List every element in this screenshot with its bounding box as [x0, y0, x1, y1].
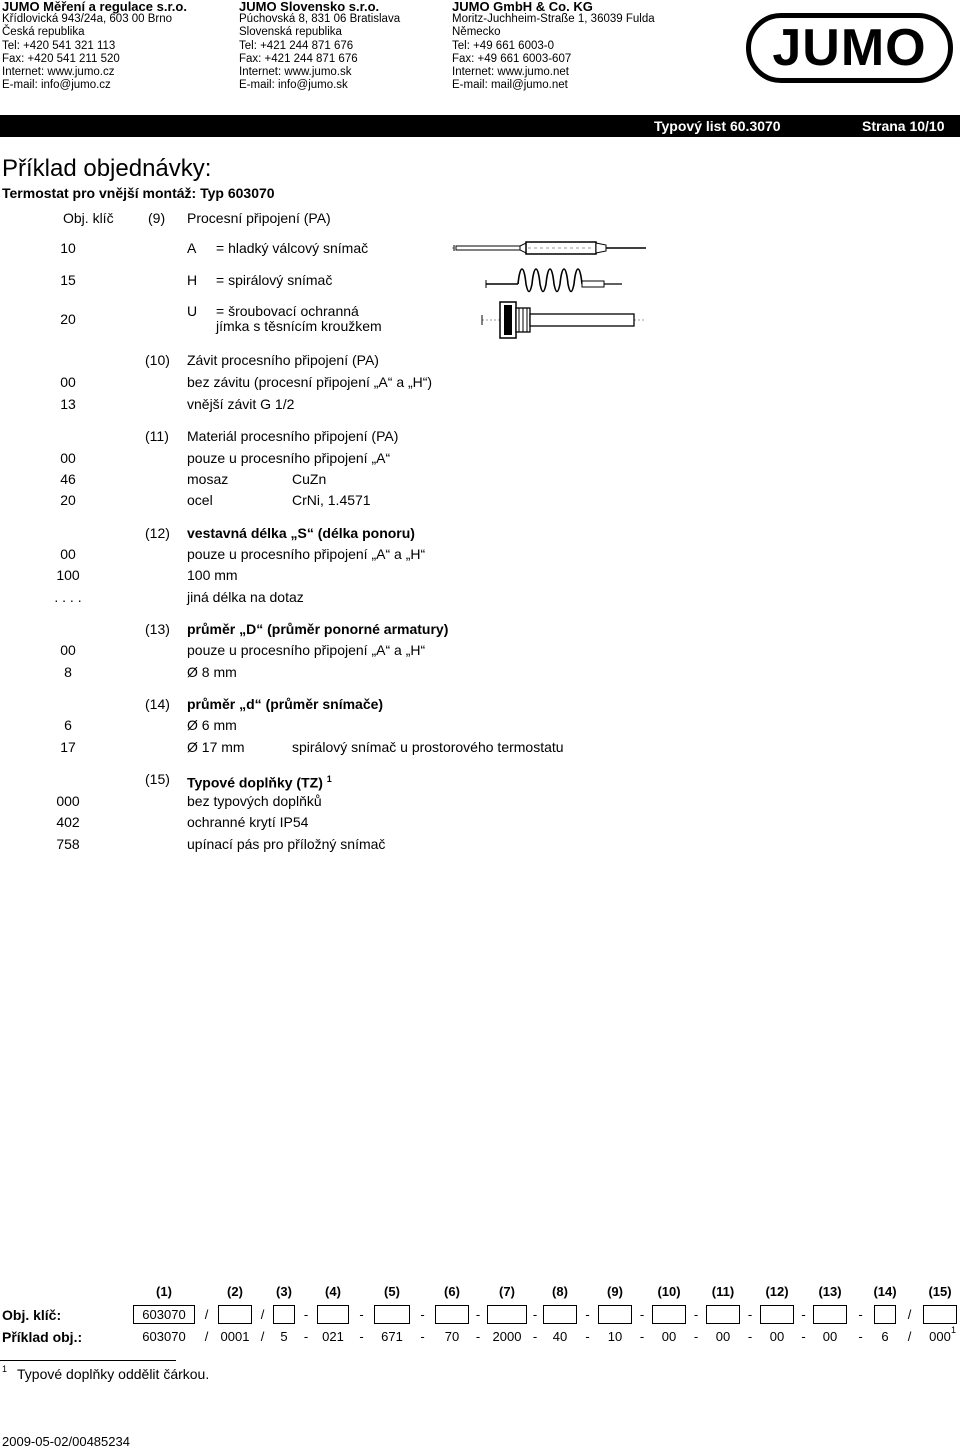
- address-line: Fax: +421 244 871 676: [239, 52, 358, 65]
- option-text: bez typových doplňků: [187, 793, 322, 809]
- footnote-ref: 1: [326, 774, 332, 784]
- order-separator: -: [747, 1329, 753, 1344]
- order-code: 00: [60, 642, 76, 658]
- address-line: Tel: +421 244 871 676: [239, 39, 354, 52]
- address-bratislava: [239, 0, 400, 92]
- order-code: 46: [60, 471, 76, 487]
- section-number: (15): [145, 771, 170, 787]
- order-example-value: 40: [552, 1329, 568, 1344]
- order-separator: /: [907, 1307, 912, 1322]
- order-separator: -: [359, 1307, 364, 1322]
- header-bar: [0, 115, 960, 137]
- order-key-label: Obj. klíč:: [2, 1307, 62, 1323]
- company-name: JUMO GmbH & Co. KG: [452, 0, 593, 14]
- section-title: Procesní připojení (PA): [187, 210, 331, 226]
- order-separator: -: [303, 1329, 309, 1344]
- order-code-box[interactable]: [435, 1305, 469, 1324]
- order-code: 00: [60, 374, 76, 390]
- column-header: Obj. klíč: [63, 210, 114, 226]
- order-code-box[interactable]: [317, 1305, 349, 1324]
- order-separator: /: [260, 1307, 265, 1322]
- address-line[interactable]: E-mail: info@jumo.cz: [2, 79, 111, 92]
- order-code: . . . .: [54, 589, 82, 605]
- address-line: Fax: +49 661 6003-607: [452, 52, 572, 65]
- order-code-box[interactable]: [543, 1305, 577, 1324]
- footnote-number: 1: [2, 1364, 8, 1374]
- order-code: 20: [60, 492, 76, 508]
- address-line: Německo: [452, 26, 501, 39]
- screw-in-thermowell-drawing: [480, 300, 650, 340]
- order-code-box[interactable]: [706, 1305, 740, 1324]
- order-separator: /: [204, 1307, 209, 1322]
- address-fulda: [452, 0, 655, 92]
- order-code: 20: [60, 311, 76, 327]
- option-text: Ø 17 mm: [187, 739, 245, 755]
- option-text: jiná délka na dotaz: [187, 589, 304, 605]
- order-separator: -: [693, 1329, 699, 1344]
- order-position-header: (2): [227, 1284, 243, 1299]
- order-separator: -: [639, 1307, 645, 1322]
- section-title: Materiál procesního připojení (PA): [187, 428, 399, 444]
- section-title: průměr „D“ (průměr ponorné armatury): [187, 621, 449, 637]
- smooth-cylindrical-sensor-drawing: [450, 236, 650, 260]
- order-separator: -: [420, 1329, 425, 1344]
- order-position-header: (6): [444, 1284, 460, 1299]
- order-example-value: 6: [881, 1329, 889, 1344]
- order-separator: -: [858, 1329, 863, 1344]
- option-text: = hladký válcový snímač: [216, 240, 369, 256]
- option-text-continued: jímka s těsnícím kroužkem: [216, 318, 382, 334]
- order-separator: /: [204, 1329, 209, 1344]
- jumo-logo: [746, 13, 953, 83]
- order-code: 6: [64, 717, 72, 733]
- order-code: 8: [64, 664, 72, 680]
- order-position-header: (15): [928, 1284, 952, 1299]
- order-position-header: (13): [818, 1284, 842, 1299]
- option-extra: CrNi, 1.4571: [292, 492, 371, 508]
- order-code-box[interactable]: [598, 1305, 632, 1324]
- section-title: vestavná délka „S“ (délka ponoru): [187, 525, 415, 541]
- order-separator: -: [693, 1307, 699, 1322]
- section-number: (9): [148, 210, 166, 226]
- order-code: 17: [60, 739, 76, 755]
- order-separator: -: [801, 1329, 806, 1344]
- order-separator: -: [359, 1329, 364, 1344]
- order-separator: -: [420, 1307, 425, 1322]
- section-number: (10): [145, 352, 170, 368]
- option-key: H: [187, 272, 198, 288]
- order-position-header: (1): [156, 1284, 172, 1299]
- page-number: Strana 10/10: [862, 118, 945, 134]
- logo-text: JUMO: [772, 19, 927, 77]
- order-position-header: (12): [765, 1284, 789, 1299]
- footnote-text: Typové doplňky oddělit čárkou.: [17, 1366, 210, 1382]
- order-code-box[interactable]: [874, 1305, 896, 1324]
- option-text: pouze u procesního připojení „A“: [187, 450, 391, 466]
- option-text: pouze u procesního připojení „A“ a „H“: [187, 546, 426, 562]
- order-code-box[interactable]: [273, 1305, 295, 1324]
- order-code-box[interactable]: [652, 1305, 686, 1324]
- section-title: [187, 771, 332, 791]
- order-separator: -: [585, 1307, 590, 1322]
- order-code-box[interactable]: [923, 1305, 957, 1324]
- order-code-box[interactable]: [487, 1305, 527, 1324]
- option-text: 100 mm: [187, 567, 238, 583]
- address-line[interactable]: Internet: www.jumo.net: [452, 66, 569, 79]
- order-separator: -: [532, 1329, 538, 1344]
- address-line: Púchovská 8, 831 06 Bratislava: [239, 13, 401, 26]
- option-text: = spirálový snímač: [216, 272, 333, 288]
- order-separator: -: [475, 1307, 481, 1322]
- option-key: U: [187, 303, 198, 319]
- document-id: 2009-05-02/00485234: [2, 1434, 130, 1449]
- order-separator: -: [532, 1307, 538, 1322]
- order-example-value: 603070: [142, 1329, 186, 1344]
- address-line: Moritz-Juchheim-Straße 1, 36039 Fulda: [452, 13, 655, 26]
- order-separator: /: [907, 1329, 912, 1344]
- order-position-header: (11): [711, 1284, 735, 1299]
- order-code: 000: [56, 793, 80, 809]
- option-extra: CuZn: [292, 471, 327, 487]
- order-example-value: 0001: [220, 1329, 250, 1344]
- order-example-value: 00: [715, 1329, 731, 1344]
- company-name: JUMO Měření a regulace s.r.o.: [2, 0, 187, 14]
- order-position-header: (3): [276, 1284, 292, 1299]
- option-text: ochranné krytí IP54: [187, 814, 309, 830]
- order-separator: -: [801, 1307, 806, 1322]
- option-text: mosaz: [187, 471, 229, 487]
- order-code: 00: [60, 450, 76, 466]
- order-position-header: (9): [607, 1284, 623, 1299]
- order-code: 758: [56, 836, 80, 852]
- order-position-header: (4): [325, 1284, 341, 1299]
- address-line: Fax: +420 541 211 520: [2, 52, 120, 65]
- order-example-value: 00: [661, 1329, 677, 1344]
- option-key: A: [187, 240, 197, 256]
- section-title: Závit procesního připojení (PA): [187, 352, 379, 368]
- address-line: Křídlovická 943/24a, 603 00 Brno: [2, 13, 173, 26]
- section-number: (12): [145, 525, 170, 541]
- order-separator: -: [585, 1329, 590, 1344]
- spiral-sensor-drawing: [484, 262, 624, 296]
- address-line[interactable]: E-mail: info@jumo.sk: [239, 79, 348, 92]
- section-title: průměr „d“ (průměr snímače): [187, 696, 384, 712]
- address-line[interactable]: Internet: www.jumo.cz: [2, 66, 115, 79]
- option-text: vnější závit G 1/2: [187, 396, 295, 412]
- address-brno: [2, 0, 187, 92]
- order-separator: -: [303, 1307, 309, 1322]
- order-separator: -: [747, 1307, 753, 1322]
- order-position-header: (5): [384, 1284, 400, 1299]
- order-example-value: 70: [444, 1329, 460, 1344]
- order-code-box[interactable]: [813, 1305, 847, 1324]
- address-line[interactable]: E-mail: mail@jumo.net: [452, 79, 568, 92]
- option-text: ocel: [187, 492, 213, 508]
- order-separator: -: [475, 1329, 481, 1344]
- option-text: pouze u procesního připojení „A“ a „H“: [187, 642, 426, 658]
- order-example-value: 671: [381, 1329, 403, 1344]
- order-code: 13: [60, 396, 76, 412]
- order-position-header: (10): [657, 1284, 681, 1299]
- order-code: 00: [60, 546, 76, 562]
- order-separator: -: [639, 1329, 645, 1344]
- order-example-value: 10: [607, 1329, 623, 1344]
- order-code-box[interactable]: [374, 1305, 410, 1324]
- footnote-ref: 1: [951, 1325, 957, 1335]
- order-example-value: 00: [769, 1329, 785, 1344]
- datasheet-number: Typový list 60.3070: [654, 118, 781, 134]
- order-example-label: Příklad obj.:: [2, 1329, 83, 1345]
- order-position-header: (7): [499, 1284, 515, 1299]
- order-code: 100: [56, 567, 80, 583]
- order-example-value: 00: [822, 1329, 838, 1344]
- order-position-header: (14): [873, 1284, 897, 1299]
- option-text: Ø 8 mm: [187, 664, 237, 680]
- page-subtitle: Termostat pro vnější montáž: Typ 603070: [2, 185, 275, 201]
- section-number: (11): [145, 428, 169, 444]
- order-example-value: 000: [929, 1329, 951, 1344]
- option-text: Ø 6 mm: [187, 717, 237, 733]
- page-title: Příklad objednávky:: [2, 155, 212, 182]
- footnote-divider: [0, 1360, 176, 1361]
- section-title-text: Typové doplňky (TZ): [187, 774, 323, 791]
- order-separator: /: [260, 1329, 265, 1344]
- option-text: = šroubovací ochranná: [216, 303, 359, 319]
- company-name: JUMO Slovensko s.r.o.: [239, 0, 380, 14]
- order-example-value: 2000: [492, 1329, 522, 1344]
- order-code-box[interactable]: [760, 1305, 794, 1324]
- order-code: 15: [60, 272, 76, 288]
- address-line: Tel: +420 541 321 113: [2, 39, 116, 52]
- order-example-value: 021: [322, 1329, 344, 1344]
- order-code: 402: [56, 814, 80, 830]
- order-code-box[interactable]: 603070: [133, 1305, 195, 1324]
- section-number: (14): [145, 696, 170, 712]
- order-example-value: 5: [280, 1329, 288, 1344]
- address-line[interactable]: Internet: www.jumo.sk: [239, 66, 352, 79]
- address-line: Slovenská republika: [239, 26, 342, 39]
- order-code: 10: [60, 240, 76, 256]
- option-text: upínací pás pro příložný snímač: [187, 836, 386, 852]
- order-code-box[interactable]: [218, 1305, 252, 1324]
- option-extra: spirálový snímač u prostorového termostatu: [292, 739, 564, 755]
- order-separator: -: [858, 1307, 863, 1322]
- option-text: bez závitu (procesní připojení „A“ a „H“): [187, 374, 433, 390]
- address-line: Tel: +49 661 6003-0: [452, 39, 554, 52]
- section-number: (13): [145, 621, 170, 637]
- address-line: Česká republika: [2, 26, 85, 39]
- order-position-header: (8): [552, 1284, 568, 1299]
